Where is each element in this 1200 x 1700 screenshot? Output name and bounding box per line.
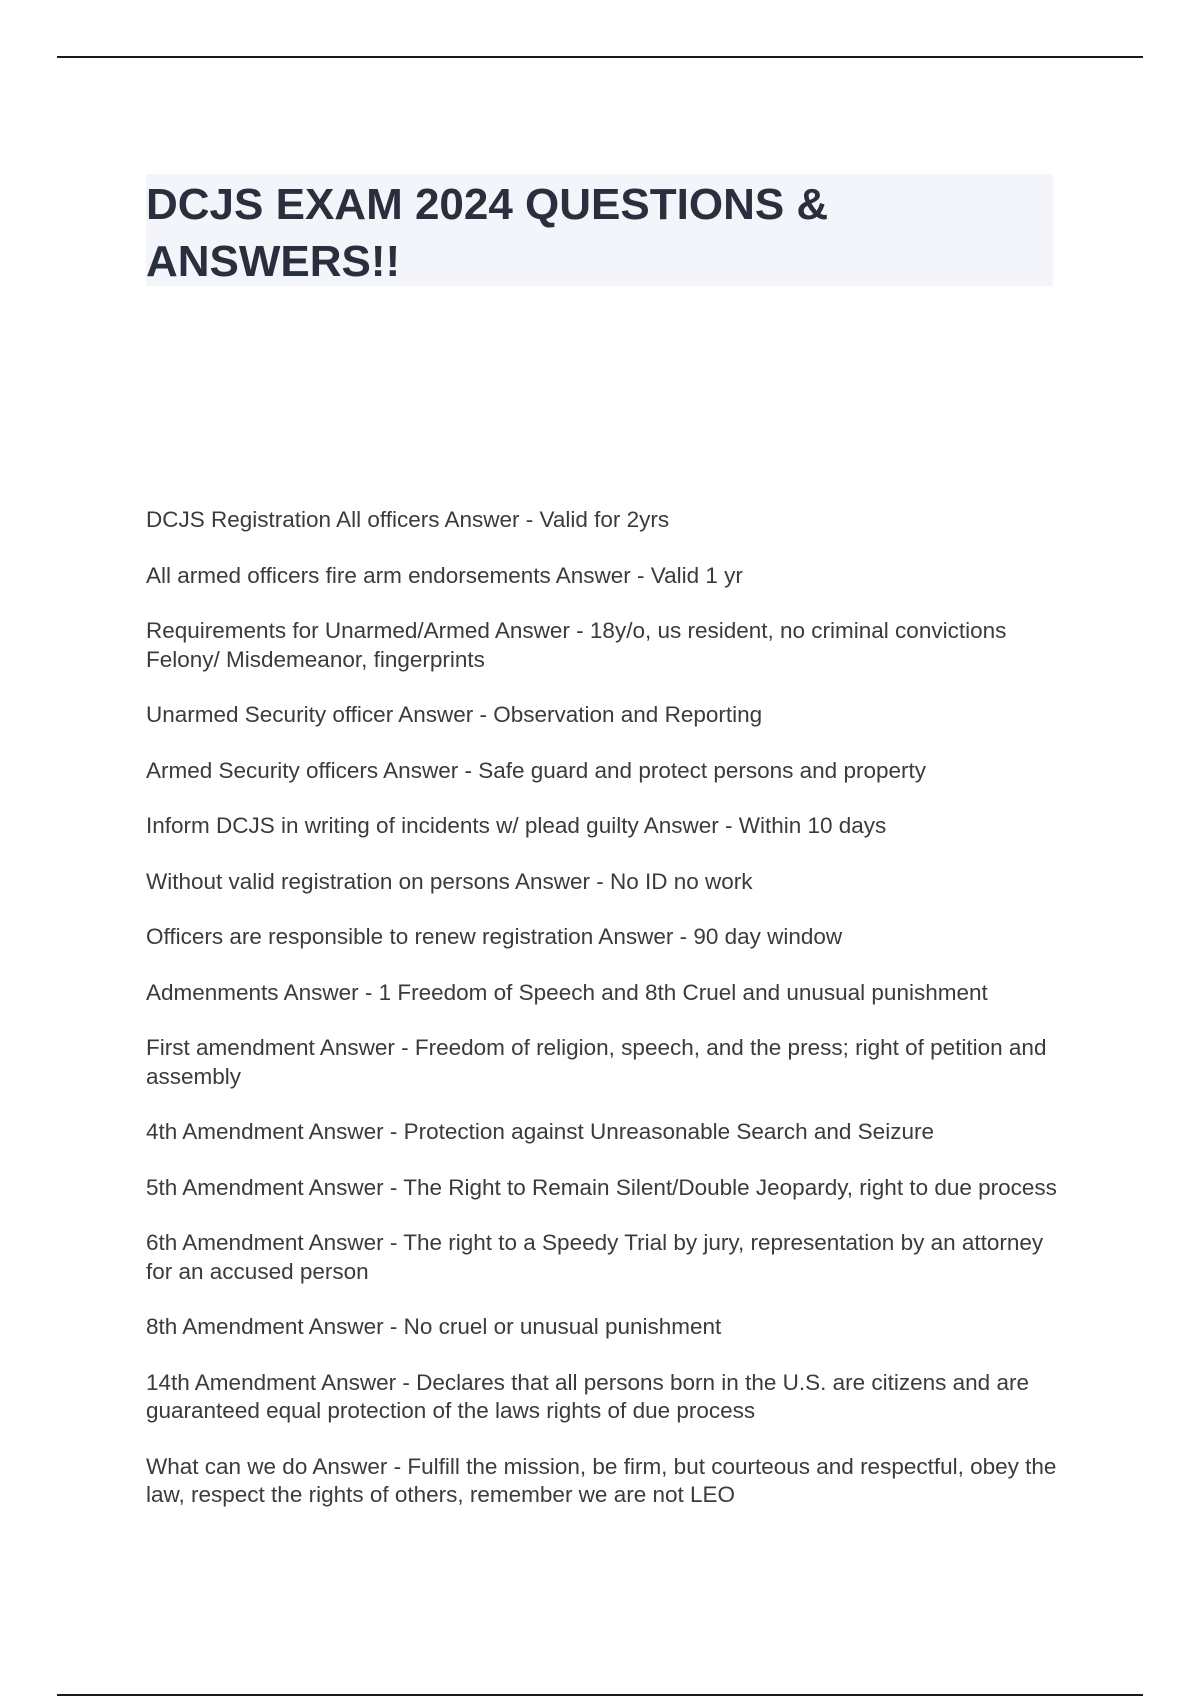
qa-item: 14th Amendment Answer - Declares that all persons born in the U.S. are citizens and are guaranteed equal protection of the laws rights of due process bbox=[146, 1369, 1029, 1423]
qa-item: 4th Amendment Answer - Protection against Unreasonable Search and Seizure bbox=[146, 1119, 934, 1144]
bottom-divider bbox=[57, 1694, 1143, 1696]
qa-item: Without valid registration on persons Answer - No ID no work bbox=[146, 868, 753, 894]
qa-list bbox=[146, 506, 1066, 1537]
qa-item: First amendment Answer - Freedom of religion, speech, and the press; right of petition and assembly bbox=[146, 1035, 1047, 1089]
qa-item: 8th Amendment Answer - No cruel or unusual punishment bbox=[146, 1314, 722, 1339]
qa-item: Inform DCJS in writing of incidents w/ plead guilty Answer - Within 10 days bbox=[146, 813, 887, 838]
top-divider bbox=[57, 56, 1143, 58]
qa-item: Unarmed Security officer Answer - Observation and Reporting bbox=[146, 702, 763, 727]
qa-item: Requirements for Unarmed/Armed Answer - 18y/o, us resident, no criminal convictions Felony/ Misdemeanor, fingerprints bbox=[146, 618, 1007, 672]
qa-item: 6th Amendment Answer - The right to a Speedy Trial by jury, representation by an attorney for an accused person bbox=[146, 1230, 1044, 1284]
qa-item: Admenments Answer - 1 Freedom of Speech and 8th Cruel and unusual punishment bbox=[146, 979, 988, 1005]
qa-item: 5th Amendment Answer - The Right to Remain Silent/Double Jeopardy, right to due process bbox=[146, 1174, 1057, 1200]
qa-item: Officers are responsible to renew registration Answer - 90 day window bbox=[146, 924, 843, 949]
qa-item: DCJS Registration All officers Answer - Valid for 2yrs bbox=[146, 507, 670, 532]
qa-item: What can we do Answer - Fulfill the mission, be firm, but courteous and respectful, obey the law, respect the rights of others, remember we are not LEO bbox=[146, 1453, 1057, 1507]
document-title: DCJS EXAM 2024 QUESTIONS & ANSWERS!! bbox=[146, 180, 829, 286]
qa-item: Armed Security officers Answer - Safe guard and protect persons and property bbox=[146, 757, 926, 783]
qa-item: All armed officers fire arm endorsements Answer - Valid 1 yr bbox=[146, 562, 743, 588]
